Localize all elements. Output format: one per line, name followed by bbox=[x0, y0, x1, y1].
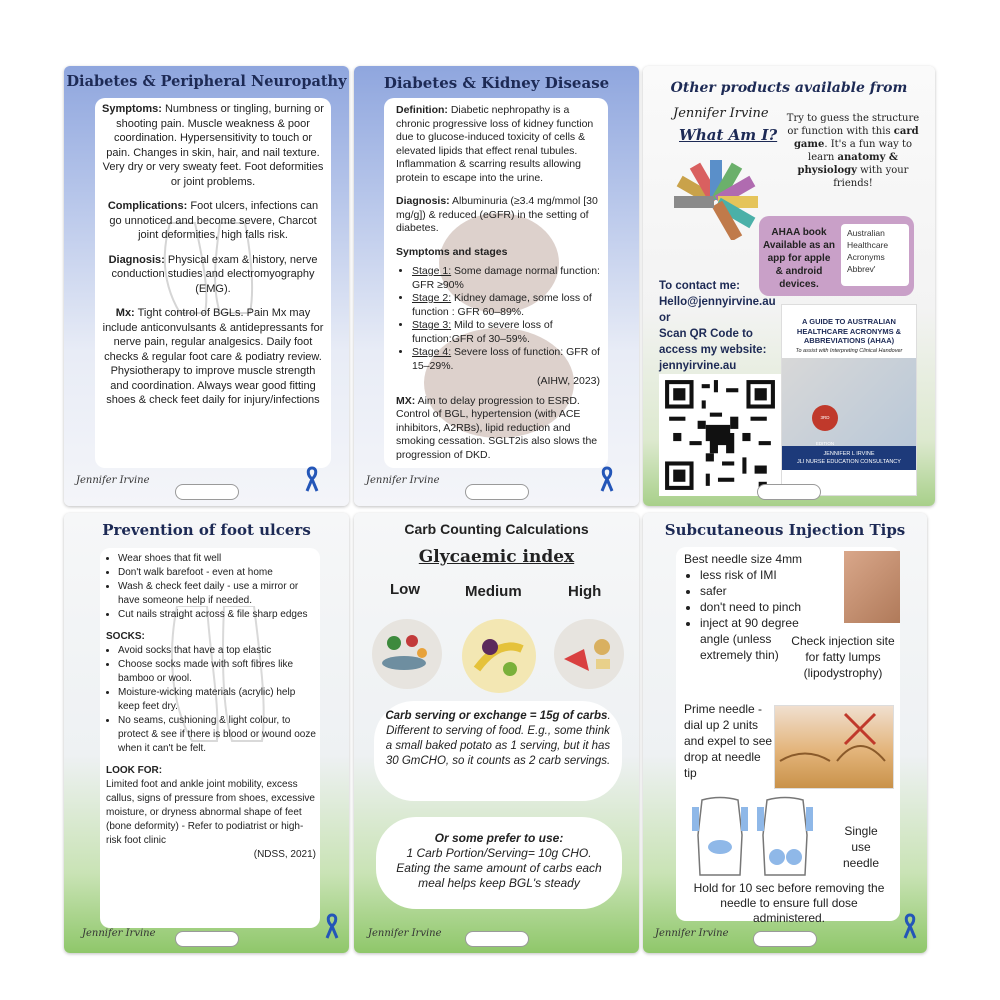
mx-text: Tight control of BGLs. Pain Mx may include anticonvulsants & antidepressants for nerve pain, regular analgesics. Daily foot checks & regular foot care & podiatry review. Physiotherapy to improve muscle strength and coordination. Always wear good fitting shoes & check feet daily for injury/infections bbox=[102, 307, 324, 406]
email-link[interactable]: Hello@jennyirvine.au bbox=[659, 296, 776, 308]
diagnosis-text: Physical exam & history, nerve conduction studies and electromyography (EMG). bbox=[111, 253, 318, 295]
look-text: Limited foot and ankle joint mobility, excess callus, signs of pressure from shoes, excessive moisture, or dryness abnormal shape of feet (bone deformity) - Refer to podiatrist or high-risk foot clinic bbox=[106, 779, 315, 846]
look-heading: LOOK FOR: bbox=[106, 765, 163, 776]
injection-sites-diagram bbox=[682, 795, 822, 877]
hold-text: Hold for 10 sec before removing the needle to ensure full dose administered. bbox=[693, 881, 885, 925]
needle-tip: • don't need to pinch bbox=[700, 599, 844, 615]
contact-heading: To contact me: bbox=[659, 280, 740, 292]
card-slot bbox=[465, 484, 529, 500]
card-content-panel bbox=[100, 548, 320, 928]
card-title: Subcutaneous Injection Tips bbox=[664, 521, 906, 539]
signature: Jennifer Irvine bbox=[368, 928, 442, 939]
needle-tip: • safer bbox=[700, 583, 844, 599]
card-title: Diabetes & Peripheral Neuropathy bbox=[66, 73, 347, 90]
definition-label: Definition: bbox=[396, 104, 448, 116]
website-link[interactable]: jennyirvine.au bbox=[659, 360, 737, 372]
book-subtitle: To assist with Interpreting Clinical Handover bbox=[795, 347, 903, 354]
tip-item: • Wear shoes that fit well bbox=[118, 552, 316, 566]
needle-tip: • less risk of IMI bbox=[700, 567, 844, 583]
stages-heading: Symptoms and stages bbox=[396, 245, 508, 258]
card-game-fan-image bbox=[667, 152, 765, 240]
book-title: A GUIDE TO AUSTRALIAN HEALTHCARE ACRONYMS & ABBREVIATIONS (AHAA) bbox=[796, 317, 902, 345]
qr-code bbox=[659, 374, 781, 496]
book-footer: JENNIFER L IRVINE JLI NURSE EDUCATION CONSULTANCY bbox=[782, 446, 916, 470]
card-title: Carb Counting Calculations bbox=[404, 521, 589, 537]
tip-item: • Cut nails straight across & file sharp edges bbox=[118, 608, 316, 622]
gi-label-low: Low bbox=[390, 581, 420, 598]
book-edition-badge: 3RD EDITION bbox=[812, 405, 838, 431]
gi-label-medium: Medium bbox=[465, 583, 522, 600]
signature: Jennifer Irvine bbox=[655, 928, 729, 939]
prime-needle-text: Prime needle - dial up 2 units and expel to see drop at needle tip bbox=[684, 702, 773, 780]
socks-heading: SOCKS: bbox=[106, 631, 145, 642]
card-slot bbox=[753, 931, 817, 947]
complications-text: Foot ulcers, infections can go unnoticed and become severe, Charcot joint deformities, high falls risk. bbox=[109, 200, 319, 241]
high-gi-food-plate bbox=[554, 619, 624, 689]
glycaemic-subtitle: Glycaemic index bbox=[418, 547, 575, 567]
brand-name: Jennifer Irvine bbox=[673, 106, 769, 121]
card-title: Prevention of foot ulcers bbox=[102, 521, 311, 539]
low-gi-food-plate bbox=[372, 619, 442, 689]
card-slot bbox=[175, 484, 239, 500]
stage-item: • Stage 1: Some damage normal function: GFR ≥90% bbox=[412, 265, 600, 292]
card-slot bbox=[757, 484, 821, 500]
carb-serving-info: Carb serving or exchange = 15g of carbs. Different to serving of food. E.g., some think a small baked potato as 1 serving, but it has 30 GmCHO, so it counts as 2 carb servings. bbox=[374, 701, 622, 801]
card-peripheral-neuropathy bbox=[64, 66, 349, 506]
definition-text: Diabetic nephropathy is a chronic progressive loss of kidney function due to glucose-induced toxicity of cells & elevated lipids that effect renal tubules. Inflammation & scarring results allowing protein to escape into the urine. bbox=[396, 104, 594, 184]
card-title: Diabetes & Kidney Disease bbox=[383, 74, 610, 92]
card-content-panel bbox=[384, 98, 608, 468]
or-text: or bbox=[659, 312, 671, 324]
book-cover bbox=[781, 304, 917, 496]
card-foot-ulcers bbox=[64, 513, 349, 953]
symptoms-label: Symptoms: bbox=[102, 103, 162, 115]
mx-label: Mx: bbox=[115, 307, 135, 319]
blue-ribbon-icon bbox=[325, 913, 339, 939]
stage-item: • Stage 2: Kidney damage, some loss of function : GFR 60–89%. bbox=[412, 292, 600, 319]
carb-portion-info: Or some prefer to use: 1 Carb Portion/Serving= 10g CHO. Eating the same amount of carbs each meal helps keep BGL's steady bbox=[376, 817, 622, 909]
pinch-photo bbox=[844, 551, 900, 623]
lipodystrophy-diagram bbox=[774, 705, 894, 789]
diagnosis-label: Diagnosis: bbox=[396, 195, 450, 207]
tip-item: • Wash & check feet daily - use a mirror or have someone help if needed. bbox=[118, 580, 316, 608]
medium-gi-food-plate bbox=[462, 619, 536, 693]
citation: (NDSS, 2021) bbox=[253, 849, 316, 860]
card-content-panel bbox=[676, 547, 900, 925]
card-injection-tips bbox=[643, 513, 927, 953]
card-title: Other products available from bbox=[670, 80, 908, 96]
diagnosis-label: Diagnosis: bbox=[108, 253, 165, 266]
needle-tip: • inject at 90 degree angle (unless extremely thin) bbox=[700, 615, 800, 663]
card-slot bbox=[465, 931, 529, 947]
blue-ribbon-icon bbox=[305, 466, 319, 492]
blue-ribbon-icon bbox=[600, 466, 614, 492]
citation: (AIHW, 2023) bbox=[536, 375, 600, 387]
complications-label: Complications: bbox=[107, 200, 188, 212]
card-slot bbox=[175, 931, 239, 947]
tip-item: • Don't walk barefoot - even at home bbox=[118, 566, 316, 580]
stage-item: • Stage 3: Mild to severe loss of function:GFR of 30–59%. bbox=[412, 319, 600, 346]
card-kidney-disease bbox=[354, 66, 639, 506]
card-carb-counting bbox=[354, 513, 639, 953]
game-description: Try to guess the structure or function with this card game. It's a fun way to learn anatomy & physiology with your friends! bbox=[786, 113, 920, 189]
socks-item: • No seams, cushioning & light colour, to protect & see if there is blood or wound ooze when it can't be felt. bbox=[118, 714, 316, 756]
blue-ribbon-icon bbox=[903, 913, 917, 939]
ahaa-text: AHAA book Available as an app for apple & android devices. bbox=[763, 227, 835, 290]
stage-item: • Stage 4: Severe loss of function: GFR of 15–29%. bbox=[412, 346, 600, 373]
signature: Jennifer Irvine bbox=[82, 928, 156, 939]
ahaa-logo: Australian Healthcare Acronyms Abbrev' bbox=[841, 224, 909, 286]
symptoms-text: Numbness or tingling, burning or shooting pain. Muscle weakness & poor coordination. Hypersensitivity to touch or pain. Changes in skin, hair, and nail texture. Very dry or very sweaty feet. Foot deformities or joint problems. bbox=[102, 103, 324, 188]
check-injection-text: Check injection site for fatty lumps (lipodystrophy) bbox=[791, 634, 895, 680]
socks-item: • Moisture-wicking materials (acrylic) help keep feet dry. bbox=[118, 686, 316, 714]
contact-block bbox=[659, 278, 784, 374]
signature: Jennifer Irvine bbox=[76, 475, 150, 486]
qr-instruction: Scan QR Code to access my website: bbox=[659, 328, 767, 356]
card-content-panel bbox=[95, 98, 331, 468]
book-image bbox=[782, 358, 916, 446]
single-use-text: Single use needle bbox=[842, 824, 880, 870]
game-title: What Am I? bbox=[679, 126, 778, 144]
diagnosis-text: Albuminuria (≥3.4 mg/mmol [30 mg/g]) & reduced (eGFR) in the setting of diabetes. bbox=[396, 195, 598, 234]
needle-heading: Best needle size 4mm bbox=[684, 552, 803, 566]
card-other-products bbox=[643, 66, 935, 506]
socks-item: • Choose socks made with soft fibres like bamboo or wool. bbox=[118, 658, 316, 686]
mx-label: MX: bbox=[396, 394, 416, 407]
socks-item: • Avoid socks that have a top elastic bbox=[118, 644, 316, 658]
mx-text: Aim to delay progression to ESRD. Control of BGL, hypertension (with ACE inhibitors, A2RBs), lipid reduction and smoking cessation. SGLT2is also slows the progression of DKD. bbox=[396, 394, 598, 461]
signature: Jennifer Irvine bbox=[366, 475, 440, 486]
gi-label-high: High bbox=[568, 583, 602, 600]
